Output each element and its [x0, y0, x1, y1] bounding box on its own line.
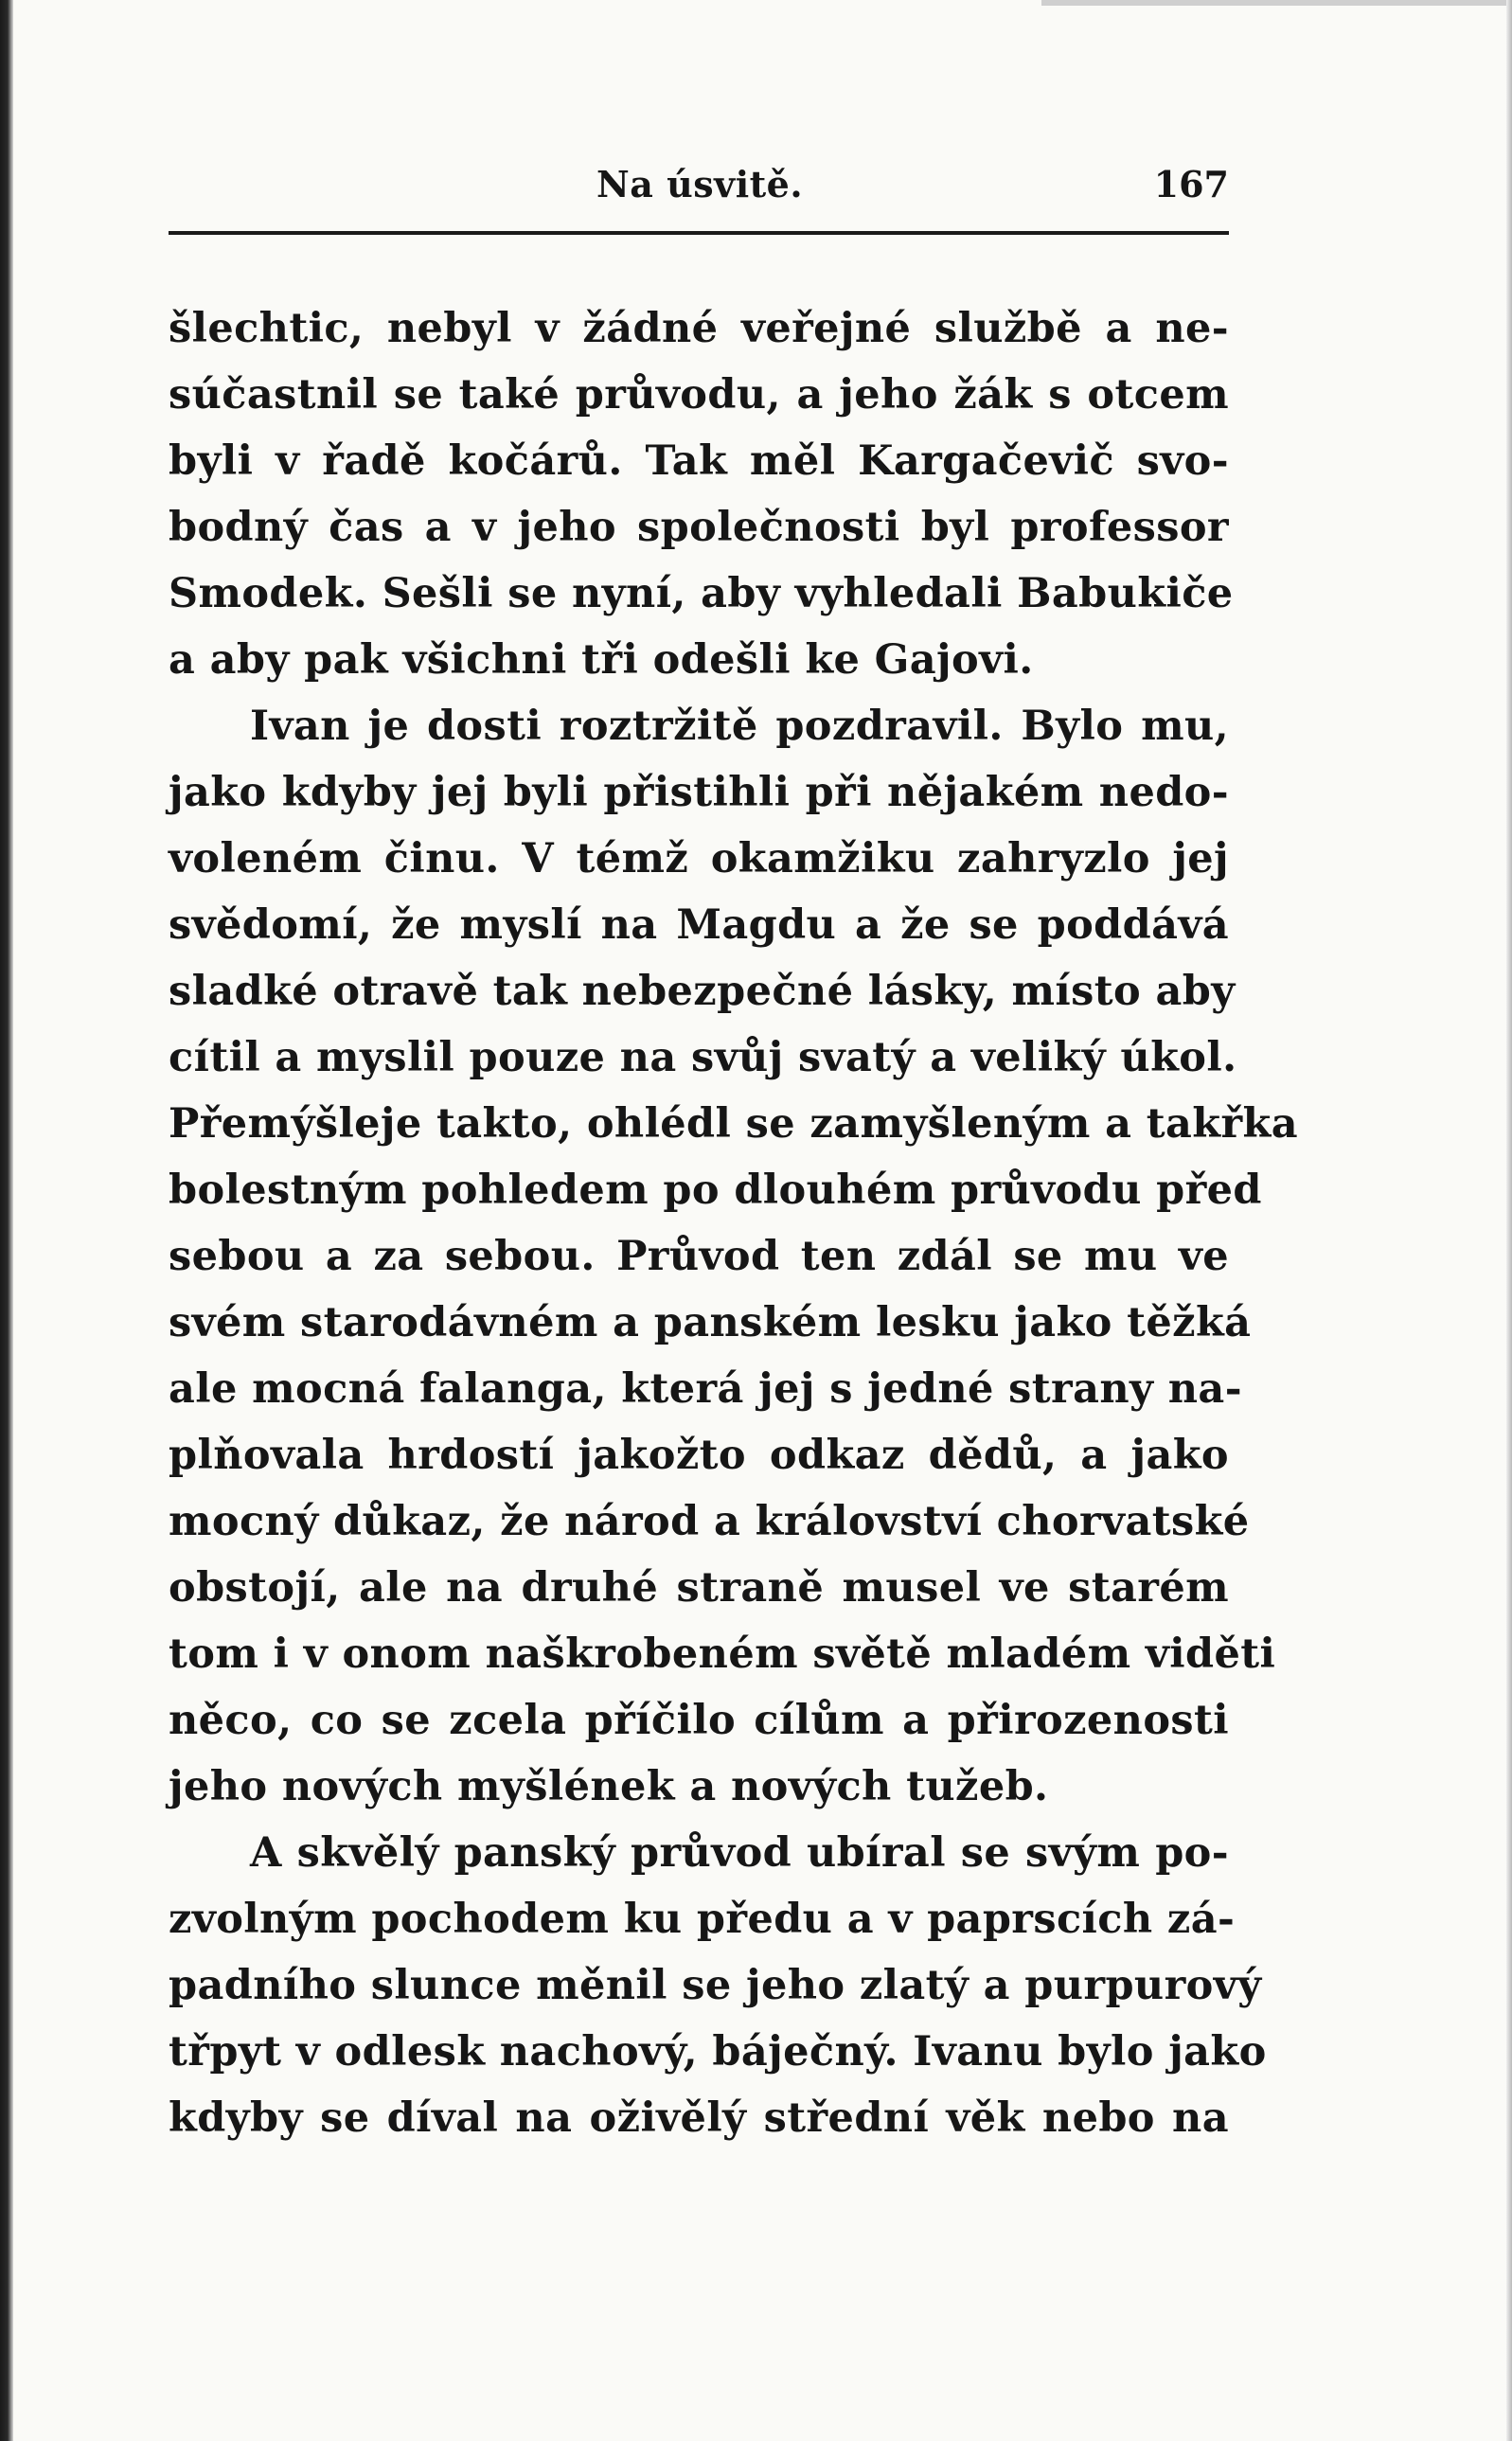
text-line: jako kdyby jej byli přistihli při nějakém nedo- [169, 769, 1229, 816]
page-number: 167 [1153, 163, 1229, 205]
text-line: sladké otravě tak nebezpečné lásky, místo aby [169, 968, 1236, 1015]
page-header [169, 163, 1229, 210]
text-line: šlechtic, nebyl v žádné veřejné službě a ne- [169, 305, 1229, 352]
text-line: sebou a za sebou. Průvod ten zdál se mu ve [169, 1233, 1229, 1280]
header-rule [169, 231, 1229, 235]
text-line: Přemýšleje takto, ohlédl se zamyšleným a takřka [169, 1100, 1299, 1148]
text-line: třpyt v odlesk nachový, báječný. Ivanu bylo jako [169, 2028, 1267, 2076]
text-line: voleném činu. V témž okamžiku zahryzlo jej [169, 835, 1229, 882]
text-line: kdyby se díval na oživělý střední věk nebo na [169, 2094, 1229, 2142]
text-line: A skvělý panský průvod ubíral se svým po- [250, 1829, 1229, 1877]
text-line: bodný čas a v jeho společnosti byl professor [169, 504, 1229, 551]
text-line: mocný důkaz, že národ a království chorvatské [169, 1498, 1250, 1545]
text-line: obstojí, ale na druhé straně musel ve starém [169, 1564, 1229, 1612]
text-line: Ivan je dosti roztržitě pozdravil. Bylo mu, [250, 703, 1229, 750]
scan-edge-left [0, 0, 13, 2441]
text-line: jeho nových myšlének a nových tužeb. [169, 1763, 1049, 1810]
text-line: něco, co se zcela příčilo cílům a přirozenosti [169, 1697, 1229, 1744]
text-line: svém starodávném a panském lesku jako těžká [169, 1299, 1252, 1346]
scan-edge-right [1506, 0, 1512, 2441]
text-line: ale mocná falanga, která jej s jedné strany na- [169, 1365, 1242, 1413]
text-line: súčastnil se také průvodu, a jeho žák s otcem [169, 371, 1229, 419]
text-line: a aby pak všichni tři odešli ke Gajovi. [169, 636, 1034, 684]
text-line: plňovala hrdostí jakožto odkaz dědů, a jako [169, 1432, 1229, 1479]
text-line: cítil a myslil pouze na svůj svatý a veliký úkol. [169, 1034, 1237, 1081]
body-text [169, 295, 1299, 2151]
text-line: bolestným pohledem po dlouhém průvodu před [169, 1167, 1262, 1214]
scan-edge-top [1041, 0, 1512, 6]
text-line: zvolným pochodem ku předu a v paprscích zá- [169, 1896, 1236, 1943]
running-title: Na úsvitě. [596, 163, 804, 205]
text-line: tom i v onom naškrobeném světě mladém viděti [169, 1630, 1276, 1678]
text-line: padního slunce měnil se jeho zlatý a purpurový [169, 1962, 1262, 2009]
text-line: byli v řadě kočárů. Tak měl Kargačevič svo- [169, 437, 1229, 485]
text-line: svědomí, že myslí na Magdu a že se poddává [169, 901, 1229, 949]
text-line: Smodek. Sešli se nyní, aby vyhledali Babukiče [169, 570, 1234, 617]
